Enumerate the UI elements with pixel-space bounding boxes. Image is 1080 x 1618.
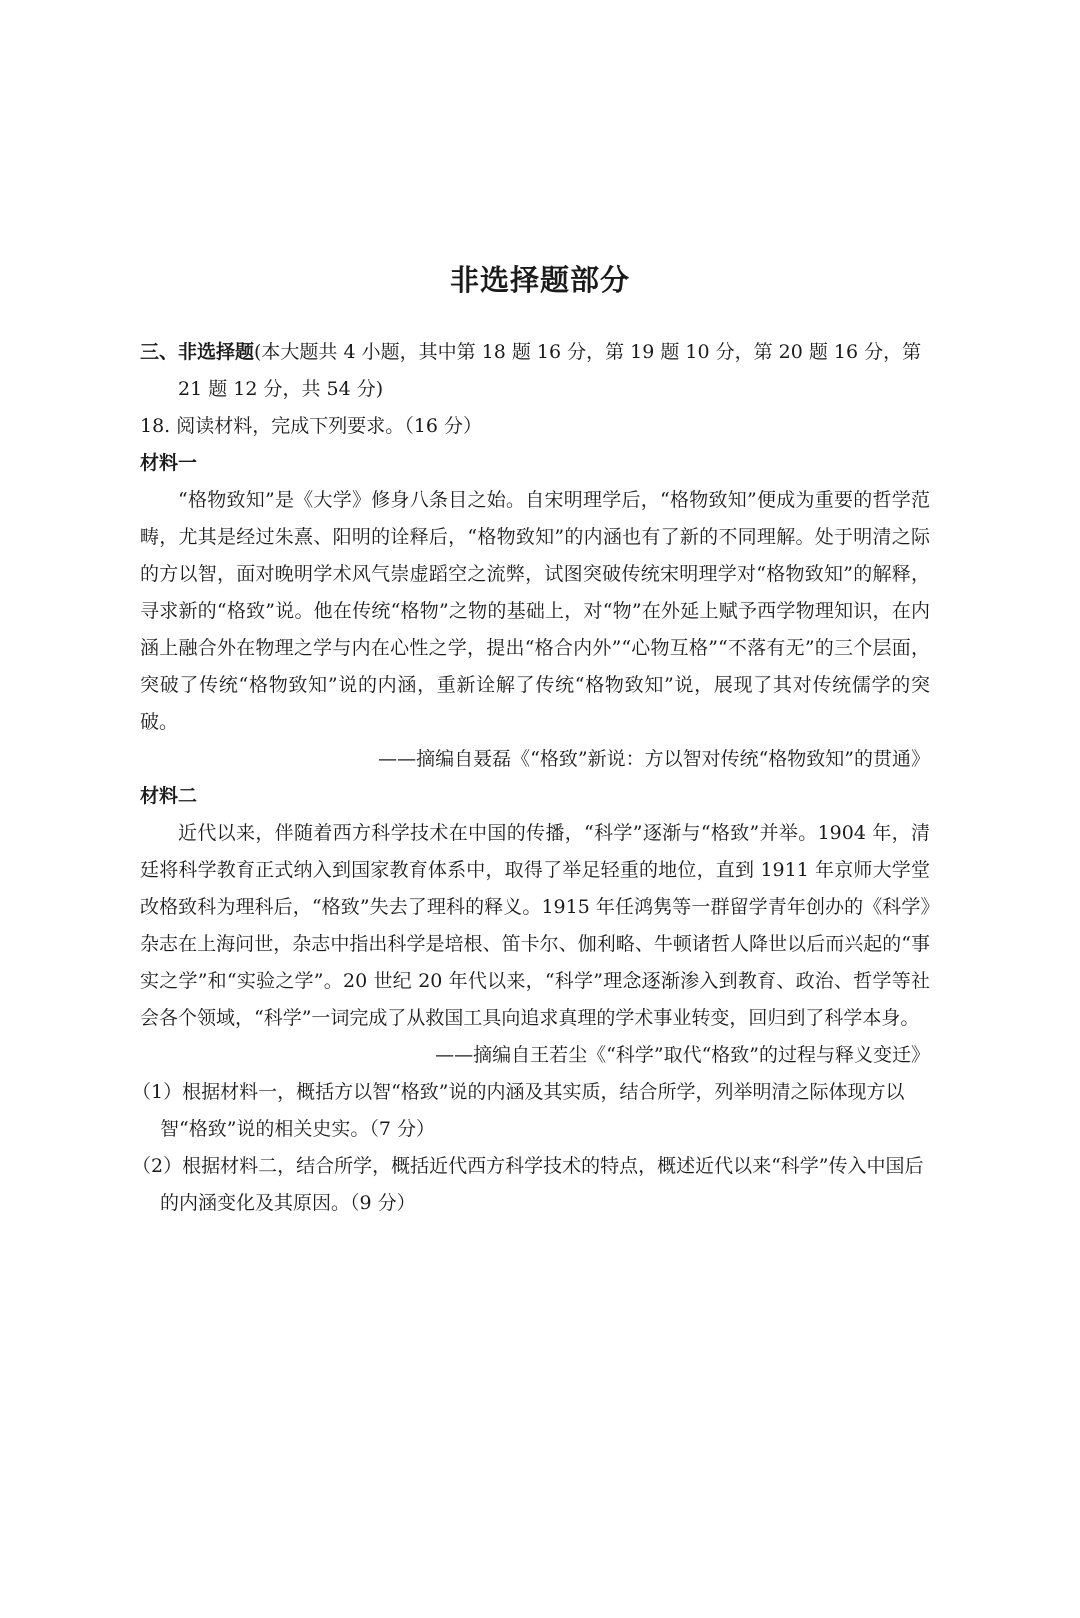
material-2-text: 近代以来，伴随着西方科学技术在中国的传播，“科学”逐渐与“格致”并举。1904 年，清廷将科学教育正式纳入到国家教育体系中，取得了举足轻重的地位，直到 1911 年京师大学堂改格致科为理科后，“格致”失去了理科的释义。1915 年任鸿隽等一群留学青年创办的《科学》杂志在上海问世，杂志中指出科学是培根、笛卡尔、伽利略、牛顿诸哲人降世以后而兴起的“事实之学”和“实验之学”。20 世纪 20 年代以来，“科学”理念逐渐渗入到教育、政治、哲学等社会各个领域，“科学”一词完成了从救国工具向追求真理的学术事业转变，回归到了科学本身。 (140, 822, 930, 1029)
question-content (132, 334, 930, 1222)
material-2-heading: 材料二 (140, 785, 198, 807)
material-1-heading: 材料一 (140, 452, 198, 474)
section-label: 三、非选择题 (140, 341, 255, 363)
section-header (140, 334, 930, 408)
page-title: 非选择题部分 (449, 263, 630, 297)
sub-question-1: （1）根据材料一，概括方以智“格致”说的内涵及其实质，结合所学，列举明清之际体现方以智“格致”说的相关史实。（7 分） (132, 1081, 905, 1140)
material-2-source: ——摘编自王若尘《“科学”取代“格致”的过程与释义变迁》 (435, 1044, 930, 1066)
question-stem: 18. 阅读材料，完成下列要求。（16 分） (140, 415, 482, 437)
section-desc: (本大题共 4 小题，其中第 18 题 16 分，第 19 题 10 分，第 20 题 16 分，第 21 题 12 分，共 54 分) (178, 341, 922, 400)
material-1-text: “格物致知”是《大学》修身八条目之始。自宋明理学后，“格物致知”便成为重要的哲学范畴，尤其是经过朱熹、阳明的诠释后，“格物致知”的内涵也有了新的不同理解。处于明清之际的方以智，面对晚明学术风气崇虚蹈空之流弊，试图突破传统宋明理学对“格物致知”的解释，寻求新的“格致”说。他在传统“格物”之物的基础上，对“物”在外延上赋予西学物理知识，在内涵上融合外在物理之学与内在心性之学，提出“格合内外”“心物互格”“不落有无”的三个层面，突破了传统“格物致知”说的内涵，重新诠解了传统“格物致知”说，展现了其对传统儒学的突破。 (140, 489, 930, 733)
material-1-source: ——摘编自聂磊《“格致”新说：方以智对传统“格物致知”的贯通》 (378, 748, 930, 770)
sub-question-2: （2）根据材料二，结合所学，概括近代西方科学技术的特点，概述近代以来“科学”传入中国后的内涵变化及其原因。（9 分） (132, 1155, 924, 1214)
